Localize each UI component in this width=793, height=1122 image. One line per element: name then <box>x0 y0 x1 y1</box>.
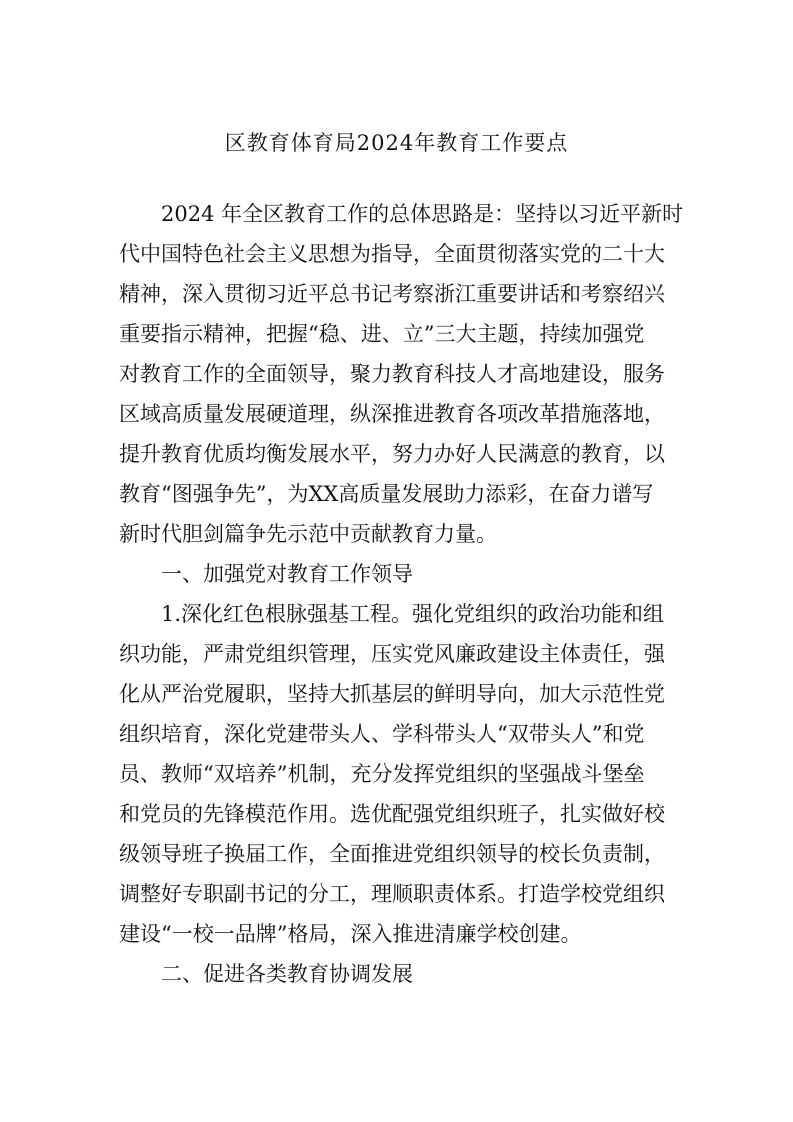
paragraph-line: 调整好专职副书记的分工，理顺职责体系。打造学校党组织 <box>119 882 665 906</box>
paragraph-line: 对教育工作的全面领导，聚力教育科技人才高地建设，服务 <box>119 362 665 386</box>
paragraph-line: 代中国特色社会主义思想为指导，全面贯彻落实党的二十大 <box>119 242 665 266</box>
paragraph-line: 区域高质量发展硬道理，纵深推进教育各项改革措施落地， <box>119 402 665 426</box>
paragraph-line: 提升教育优质均衡发展水平，努力办好人民满意的教育，以 <box>119 442 665 466</box>
paragraph-line: 级领导班子换届工作，全面推进党组织领导的校长负责制， <box>119 842 665 866</box>
paragraph-line: 重要指示精神，把握“稳、进、立”三大主题，持续加强党 <box>119 322 645 346</box>
paragraph-line: 精神，深入贯彻习近平总书记考察浙江重要讲话和考察绍兴 <box>119 282 665 306</box>
paragraph-line: 组织培育，深化党建带头人、学科带头人“双带头人”和党 <box>119 722 645 746</box>
document-title: 区教育体育局2024年教育工作要点 <box>224 131 569 155</box>
paragraph-line: 1.深化红色根脉强基工程。强化党组织的政治功能和组 <box>161 602 665 626</box>
section-heading-2: 二、促进各类教育协调发展 <box>161 962 413 986</box>
paragraph-line: 新时代胆剑篇争先示范中贡献教育力量。 <box>119 522 497 546</box>
paragraph-line: 教育“图强争先”，为XX高质量发展助力添彩，在奋力谱写 <box>119 482 654 506</box>
paragraph-line: 和党员的先锋模范作用。选优配强党组织班子，扎实做好校 <box>119 802 665 826</box>
paragraph-line: 建设“一校一品牌”格局，深入推进清廉学校创建。 <box>119 922 582 946</box>
paragraph-line: 员、教师“双培养”机制，充分发挥党组织的坚强战斗堡垒 <box>119 762 645 786</box>
paragraph-line: 化从严治党履职，坚持大抓基层的鲜明导向，加大示范性党 <box>119 682 665 706</box>
paragraph-line: 2024 年全区教育工作的总体思路是：坚持以习近平新时 <box>161 202 684 226</box>
section-heading-1: 一、加强党对教育工作领导 <box>161 562 413 586</box>
paragraph-line: 织功能，严肃党组织管理，压实党风廉政建设主体责任，强 <box>119 642 665 666</box>
